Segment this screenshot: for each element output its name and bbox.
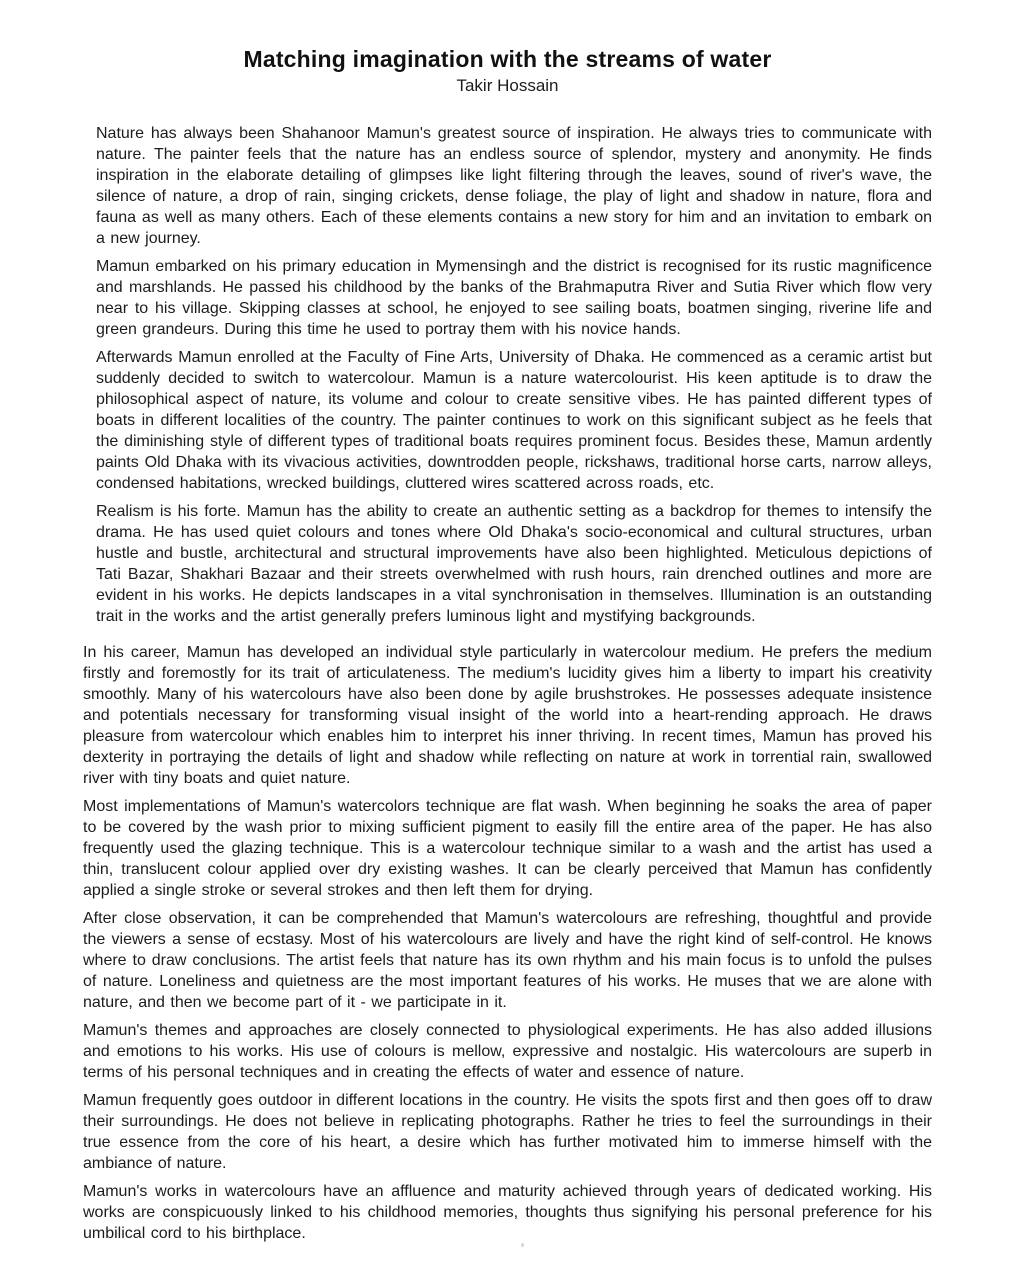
scan-artifact-speck [521,1243,524,1247]
article-paragraph-8: Mamun's themes and approaches are closely connected to physiological experiments. He has also added illusions and emotions to his works. His use of colours is mellow, expressive and nostalgic. His watercolours are superb in terms of his personal techniques and in creating the effects of water and essence of nature. [83,1022,932,1081]
article-body [83,123,932,1244]
article-author: Takir Hossain [456,76,559,95]
article-title: Matching imagination with the streams of water [243,46,772,72]
article-paragraph-10: Mamun's works in watercolours have an affluence and maturity achieved through years of dedicated working. His works are conspicuously linked to his childhood memories, thoughts thus signifying his personal preference for his umbilical cord to his birthplace. [83,1183,932,1242]
article-paragraph-9: Mamun frequently goes outdoor in different locations in the country. He visits the spots first and then goes off to draw their surroundings. He does not believe in replicating photographs. Rather he tries to feel the surroundings in their true essence from the core of his heart, a desire which has further motivated him to immerse himself with the ambiance of nature. [83,1092,932,1172]
article-paragraph-5: In his career, Mamun has developed an individual style particularly in watercolour medium. He prefers the medium firstly and foremostly for its trait of articulateness. The medium's lucidity gives him a liberty to impart his creativity smoothly. Many of his watercolours have also been done by agile brushstrokes. He possesses adequate insistence and potentials necessary for transforming visual insight of the world into a heart-rending approach. He draws pleasure from watercolour which enables him to interpret his inner thriving. In recent times, Mamun has proved his dexterity in portraying the details of light and shadow while reflecting on nature at work in torrential rain, swallowed river with tiny boats and quiet nature. [83,644,932,787]
article-paragraph-2: Mamun embarked on his primary education in Mymensingh and the district is recognised for its rustic magnificence and marshlands. He passed his childhood by the banks of the Brahmaputra River and Sutia River which flow very near to his village. Skipping classes at school, he enjoyed to see sailing boats, boatmen singing, riverine life and green grandeurs. During this time he used to portray them with his novice hands. [96,258,932,338]
article-paragraph-3: Afterwards Mamun enrolled at the Faculty of Fine Arts, University of Dhaka. He commenced as a ceramic artist but suddenly decided to switch to watercolour. Mamun is a nature watercolourist. His keen aptitude is to draw the philosophical aspect of nature, its volume and colour to create sensitive vibes. He has painted different types of boats in different localities of the country. The painter continues to work on this significant subject as he feels that the diminishing style of different types of traditional boats requires prominent focus. Besides these, Mamun ardently paints Old Dhaka with its vivacious activities, downtrodden people, rickshaws, traditional horse carts, narrow alleys, condensed habitations, wrecked buildings, cluttered wires scattered across roads, etc. [96,349,932,492]
article-paragraph-6: Most implementations of Mamun's watercolors technique are flat wash. When beginning he soaks the area of paper to be covered by the wash prior to mixing sufficient pigment to easily fill the entire area of the paper. He has also frequently used the glazing technique. This is a watercolour technique similar to a wash and the artist has used a thin, translucent colour applied over dry existing washes. It can be clearly perceived that Mamun has confidently applied a single stroke or several strokes and then left them for drying. [83,798,932,899]
article-paragraph-7: After close observation, it can be comprehended that Mamun's watercolours are refreshing, thoughtful and provide the viewers a sense of ecstasy. Most of his watercolours are lively and have the right kind of self-control. He knows where to draw conclusions. The artist feels that nature has its own rhythm and his main focus is to unfold the pulses of nature. Loneliness and quietness are the most important features of his works. He muses that we are alone with nature, and then we become part of it - we participate in it. [83,910,932,1011]
article-paragraph-4: Realism is his forte. Mamun has the ability to create an authentic setting as a backdrop for themes to intensify the drama. He has used quiet colours and tones where Old Dhaka's socio-economical and cultural structures, urban hustle and bustle, architectural and structural improvements have also been highlighted. Meticulous depictions of Tati Bazar, Shakhari Bazaar and their streets overwhelmed with rush hours, rain drenched outlines and more are evident in his works. He depicts landscapes in a vital synchronisation in themselves. Illumination is an outstanding trait in the works and the artist generally prefers luminous light and mystifying backgrounds. [96,503,932,625]
article-paragraph-1: Nature has always been Shahanoor Mamun's greatest source of inspiration. He always tries to communicate with nature. The painter feels that the nature has an endless source of splendor, mystery and anonymity. He finds inspiration in the elaborate detailing of glimpses like light filtering through the leaves, sound of river's wave, the silence of nature, a drop of rain, singing crickets, dense foliage, the play of light and shadow in nature, flora and fauna as well as many others. Each of these elements contains a new story for him and an invitation to embark on a new journey. [96,125,932,247]
